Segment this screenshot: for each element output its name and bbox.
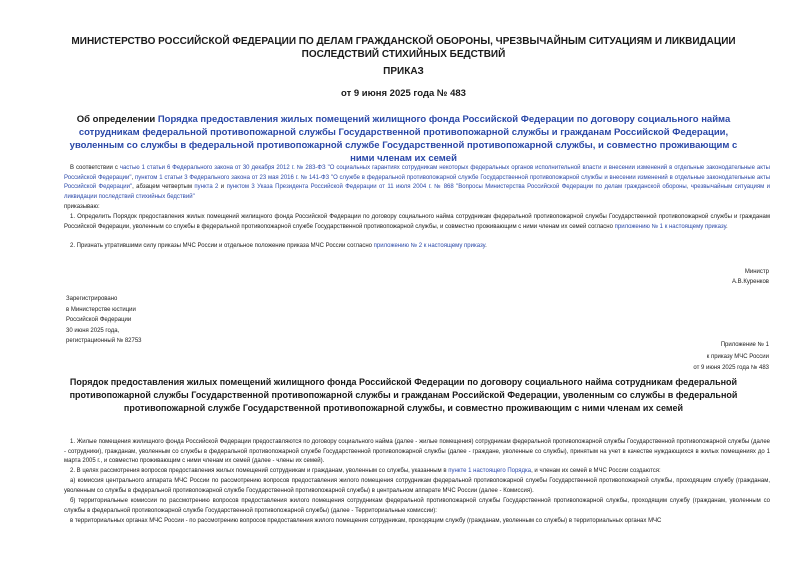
document-type: ПРИКАЗ bbox=[383, 66, 424, 77]
procedure-territorial-text: в территориальных органах МЧС России - по рассмотрению вопросов предоставления жилого помещения сотрудникам, проходящим службу (гражданам, уволенным со службы) в территориальных органах МЧС bbox=[70, 518, 662, 524]
procedure-point-2 bbox=[64, 467, 770, 477]
registration-line-1: Зарегистрировано bbox=[66, 296, 118, 302]
procedure-point-1-text: 1. Жилые помещения жилищного фонда Российской Федерации предоставляются по договору социального найма (далее - жилые помещения) сотрудникам федеральной противопожарной службы Государственной противопожарной службы (далее - сотрудники), гражданам, уволенным со службы в федеральной противопожарной службе Государственной противопожарной службы (далее - граждане, уволенные со службы), принятым на учет в качестве нуждающихся в жилых помещениях до 1 марта 2005 г., и совместно проживающим с ними членам их семей (далее - члены их семей). bbox=[64, 439, 770, 465]
order-item-2-end: . bbox=[485, 243, 487, 249]
registration-line-4: 30 июня 2025 года, bbox=[66, 327, 120, 334]
annex-line-2: к приказу МЧС России bbox=[706, 353, 769, 360]
law-141-link[interactable]: пунктом 1 статьи 3 Федерального закона от 23 мая 2016 г. № 141-ФЗ "О службе в федеральной противопожарной службе Государственной противопожарной службы и внесении изменений в отдельные законодательные акты Российской Федерации" bbox=[64, 174, 771, 191]
order-item-2 bbox=[64, 242, 487, 252]
procedure-point-2a bbox=[64, 477, 770, 496]
registration-line-3: Российской Федерации bbox=[66, 317, 132, 323]
annex-line-3: от 9 июня 2025 года № 483 bbox=[693, 365, 769, 371]
procedure-territorial-bodies bbox=[64, 517, 770, 527]
point-1-link[interactable]: пункте 1 настоящего Порядка bbox=[448, 468, 532, 474]
annex-header bbox=[693, 340, 769, 375]
issuing-authority: МИНИСТЕРСТВО РОССИЙСКОЙ ФЕДЕРАЦИИ ПО ДЕЛАМ ГРАЖДАНСКОЙ ОБОРОНЫ, ЧРЕЗВЫЧАЙНЫМ СИТУАЦИЯМ И ЛИКВИДАЦИИ ПОСЛЕДСТВИЙ СТИХИЙНЫХ БЕДСТВИЙ bbox=[71, 36, 736, 60]
preamble-text-0: В соответствии с bbox=[70, 165, 120, 171]
preamble-text-3: и bbox=[218, 184, 227, 191]
annex-line-1: Приложение № 1 bbox=[720, 342, 769, 348]
title-prefix: Об определении bbox=[76, 114, 158, 125]
signatory-position: Министр bbox=[744, 269, 769, 275]
order-item-2-text: 2. Признать утратившими силу приказы МЧС России и отдельное положение приказа МЧС России согласно bbox=[70, 243, 374, 249]
annex-title: Порядок предоставления жилых помещений жилищного фонда Российской Федерации по договору социального найма сотрудникам федеральной противопожарной службы Государственной противопожарной службы и гражданам Российской Федерации, уволенным со службы в федеральной противопожарной службе Государственной противопожарной службы, и совместно проживающим с ними членам их семей bbox=[69, 377, 738, 413]
preamble-text-1: , bbox=[131, 174, 135, 181]
decree-868-link[interactable]: пунктом 3 Указа Президента Российской Федерации от 11 июля 2004 г. № 868 "Вопросы Министерства Российской Федерации по делам гражданской обороны, чрезвычайным ситуациям и ликвидации последствий стихийных бедствий" bbox=[64, 184, 771, 200]
document-title bbox=[58, 113, 749, 165]
title-order-link[interactable]: Порядка предоставления жилых помещений жилищного фонда Российской Федерации по договору социального найма сотрудникам федеральной противопожарной службы Государственной противопожарной службы и гражданам Российской Федерации, уволенным со службы в федеральной противопожарной службе Государственной противопожарной службы, и совместно проживающим с ними членам их семей bbox=[69, 114, 738, 164]
procedure-point-2b-text: б) территориальные комиссии по рассмотрению вопросов предоставления жилого помещения сотрудникам федеральной противопожарной службы Государственной противопожарной службы, проходящим службу (гражданам, уволенным со службы в федеральной противопожарной службе Государственной противопожарной службы) (далее - Территориальные комиссии): bbox=[64, 498, 770, 514]
ordering-word: приказываю: bbox=[64, 204, 100, 210]
signatory-name: А.В.Куренков bbox=[732, 279, 769, 285]
registration-block bbox=[66, 294, 142, 347]
procedure-point-2-text: 2. В целях рассмотрения вопросов предоставления жилых помещений сотрудникам и гражданам, уволенным со службы, указанным в bbox=[70, 468, 449, 474]
preamble-paragraph bbox=[64, 164, 770, 202]
decree-point-2-link[interactable]: пункта 2 bbox=[194, 184, 219, 191]
law-283-link[interactable]: частью 1 статьи 6 Федерального закона от 30 декабря 2012 г. № 283-ФЗ "О социальных гарантиях сотрудникам некоторых федеральных органов исполнительной власти и внесении изменений в отдельные законодательные акты Российской Федерации" bbox=[64, 165, 770, 181]
order-item-1-text: 1. Определить Порядок предоставления жилых помещений жилищного фонда Российской Федерации по договору социального найма сотрудникам федеральной противопожарной службы Государственной противопожарной службы и гражданам Российской Федерации, уволенным со службы в федеральной противопожарной службе Государственной противопожарной службы, и совместно проживающим с ними членам их семей согласно bbox=[64, 214, 770, 230]
procedure-point-2b bbox=[64, 497, 770, 516]
annex-2-link[interactable]: приложению № 2 к настоящему приказу bbox=[373, 243, 486, 249]
document-date-number: от 9 июня 2025 года № 483 bbox=[341, 88, 466, 99]
procedure-point-2-end: , и членам их семей в МЧС России создаются: bbox=[531, 468, 661, 474]
preamble-text-2: , абзацем четвертым bbox=[132, 184, 195, 191]
procedure-point-2a-text: а) комиссия центрального аппарата МЧС России по рассмотрению вопросов предоставления жилого помещения сотрудникам федеральной противопожарной службы Государственной противопожарной службы, проходящим службу (гражданам, уволенным со службы в федеральной противопожарной службе Государственной противопожарной службы) в центральном аппарате МЧС России (далее - Комиссия). bbox=[64, 478, 770, 494]
order-item-1 bbox=[64, 213, 770, 232]
registration-line-2: в Министерстве юстиции bbox=[66, 306, 136, 313]
procedure-point-1 bbox=[64, 438, 770, 467]
order-item-1-end: . bbox=[726, 223, 728, 230]
annex-1-link[interactable]: приложению № 1 к настоящему приказу bbox=[614, 223, 727, 230]
registration-line-5: регистрационный № 82753 bbox=[66, 338, 142, 344]
